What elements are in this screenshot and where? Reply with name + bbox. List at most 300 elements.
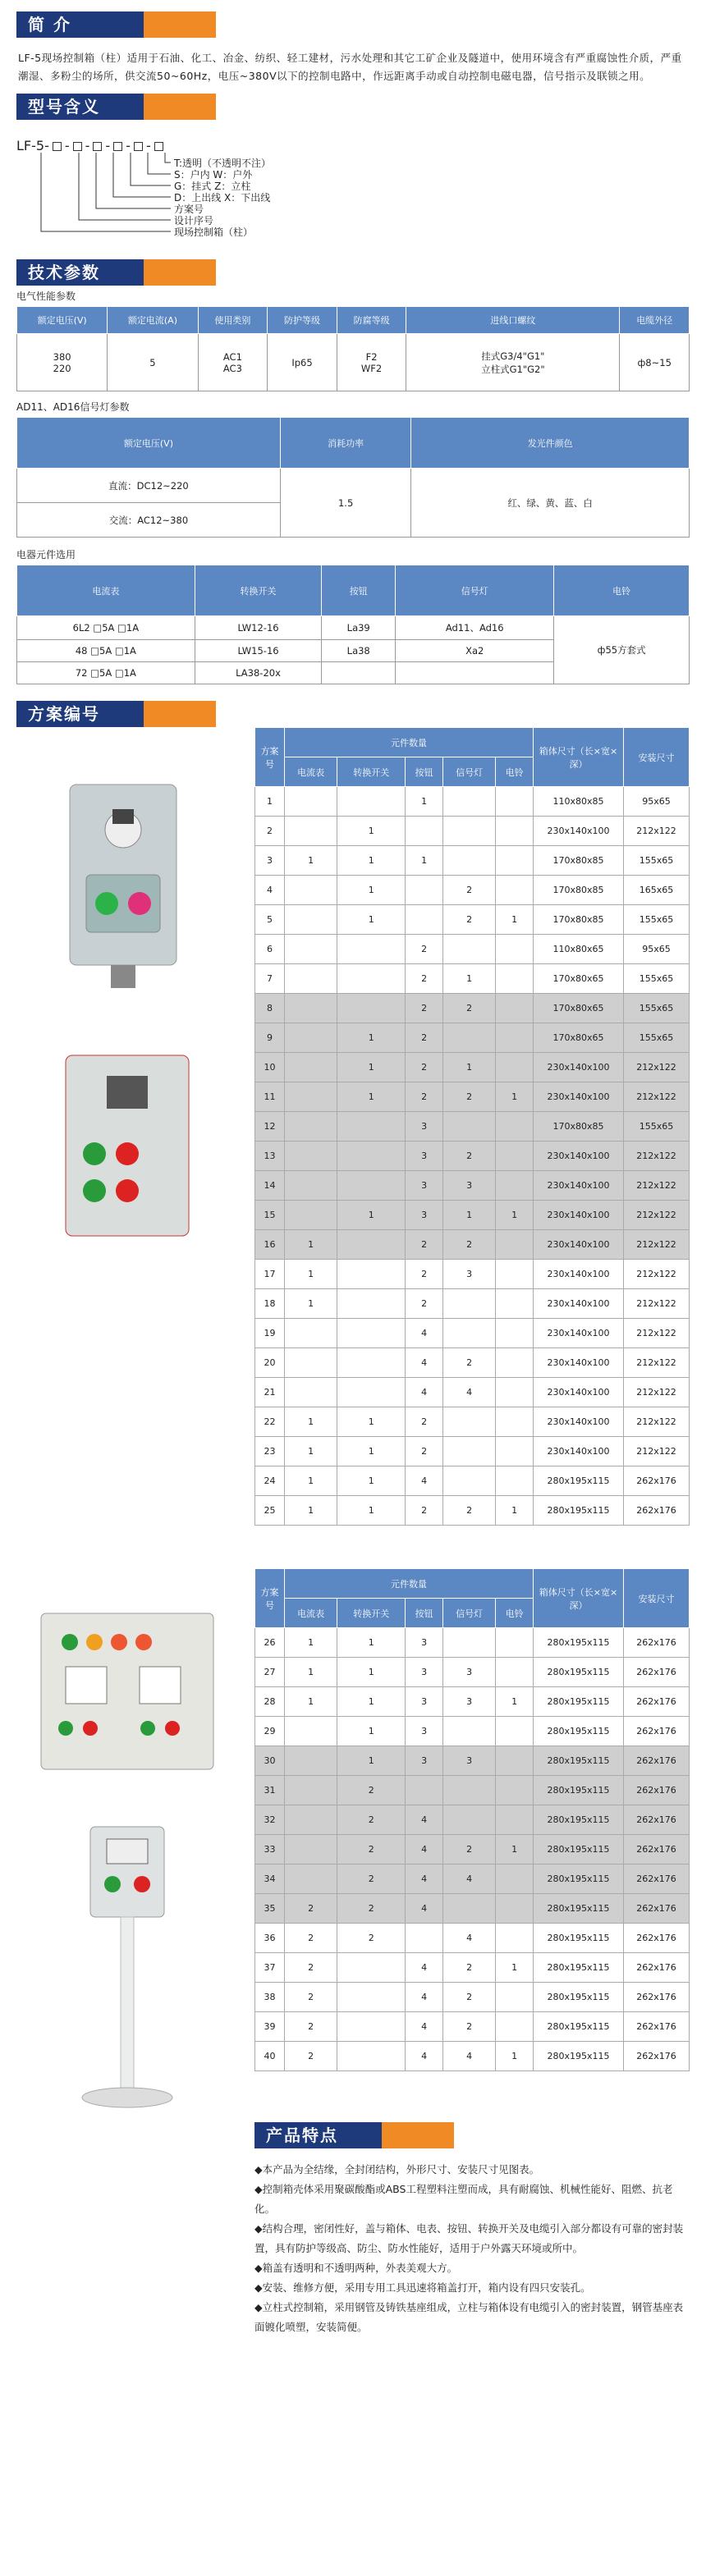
plan-cell: 2 bbox=[337, 1805, 406, 1835]
plan-row bbox=[255, 1953, 690, 1983]
plan-cell: 2 bbox=[442, 1082, 495, 1112]
plan-cell bbox=[285, 1171, 337, 1201]
model-label: 方案号 bbox=[174, 204, 204, 215]
th: 转换开关 bbox=[195, 565, 322, 616]
th: 额定电流(A) bbox=[108, 307, 198, 334]
plan-cell: 4 bbox=[406, 1348, 443, 1378]
plan-cell bbox=[337, 1953, 406, 1983]
plan-cell: 1 bbox=[285, 1437, 337, 1466]
th: 安装尺寸 bbox=[624, 1569, 690, 1628]
plan-cell: 280x195x115 bbox=[534, 1687, 624, 1717]
plan-row bbox=[255, 1082, 690, 1112]
plan-row bbox=[255, 1407, 690, 1437]
plan-cell bbox=[285, 1112, 337, 1142]
plan-row bbox=[255, 876, 690, 905]
plan-cell bbox=[442, 935, 495, 964]
control-box-image-2 bbox=[16, 1039, 238, 1252]
plan-cell: 170x80x85 bbox=[534, 846, 624, 876]
plan-cell: 280x195x115 bbox=[534, 2012, 624, 2042]
plan-cell: 2 bbox=[442, 1953, 495, 1983]
plan-cell bbox=[406, 905, 443, 935]
plan-cell: 280x195x115 bbox=[534, 1746, 624, 1776]
control-box-image-3 bbox=[16, 1597, 238, 1786]
model-prefix: LF-5- bbox=[16, 138, 49, 153]
plan-cell: 13 bbox=[255, 1142, 285, 1171]
plan-cell: 280x195x115 bbox=[534, 1496, 624, 1526]
feature-item: ◆立柱式控制箱，采用钢管及铸铁基座组成，立柱与箱体设有电缆引入的密封装置，钢管基座表面镀化喷塑，安装简便。 bbox=[254, 2301, 684, 2333]
plan-header bbox=[0, 701, 706, 727]
plan-cell bbox=[496, 1142, 534, 1171]
plan-cell bbox=[285, 1082, 337, 1112]
plan-cell: 11 bbox=[255, 1082, 285, 1112]
plan-cell: 1 bbox=[285, 1407, 337, 1437]
plan-cell: 2 bbox=[442, 1496, 495, 1526]
plan-cell: 1 bbox=[285, 1496, 337, 1526]
model-label: T:透明（不透明不注） bbox=[174, 158, 272, 169]
th: 转换开关 bbox=[337, 757, 406, 787]
plan-cell: 2 bbox=[406, 1082, 443, 1112]
th: 信号灯 bbox=[396, 565, 554, 616]
plan-cell bbox=[496, 1260, 534, 1289]
feature-list bbox=[0, 2148, 706, 2370]
th: 方案号 bbox=[255, 1569, 285, 1628]
plan-cell bbox=[442, 1023, 495, 1053]
plan-row bbox=[255, 1230, 690, 1260]
plan-cell: 3 bbox=[255, 846, 285, 876]
plan-cell bbox=[496, 1319, 534, 1348]
plan-cell: 4 bbox=[442, 2042, 495, 2071]
feature-item: ◆箱盖有透明和不透明两种，外表美观大方。 bbox=[254, 2262, 458, 2274]
plan-cell: 1 bbox=[442, 1053, 495, 1082]
plan-cell: 4 bbox=[442, 1865, 495, 1894]
plan-cell: 2 bbox=[337, 1894, 406, 1924]
plan-cell: 2 bbox=[406, 935, 443, 964]
plan-cell: 230x140x100 bbox=[534, 1319, 624, 1348]
plan-row bbox=[255, 1496, 690, 1526]
plan-row bbox=[255, 1289, 690, 1319]
plan-cell: 3 bbox=[406, 1201, 443, 1230]
plan-cell: 1 bbox=[406, 787, 443, 817]
plan-cell bbox=[285, 876, 337, 905]
th: 使用类别 bbox=[198, 307, 268, 334]
plan-cell: 18 bbox=[255, 1289, 285, 1319]
plan-cell: 212x122 bbox=[624, 1082, 690, 1112]
plan-cell: 230x140x100 bbox=[534, 1289, 624, 1319]
plan-cell: 212x122 bbox=[624, 1319, 690, 1348]
plan-cell: 24 bbox=[255, 1466, 285, 1496]
model-label: 现场控制箱（柱） bbox=[174, 226, 254, 238]
plan-cell bbox=[337, 994, 406, 1023]
plan-cell: 262x176 bbox=[624, 1835, 690, 1865]
plan-cell: 3 bbox=[442, 1687, 495, 1717]
td: 1.5 bbox=[280, 469, 411, 538]
plan-cell bbox=[496, 1023, 534, 1053]
plan-cell: 262x176 bbox=[624, 1628, 690, 1658]
plan-cell: 1 bbox=[337, 1687, 406, 1717]
tech-header bbox=[0, 259, 706, 286]
plan-cell: 26 bbox=[255, 1628, 285, 1658]
plan-cell: 34 bbox=[255, 1865, 285, 1894]
th: 额定电压(V) bbox=[17, 418, 281, 469]
plan-cell: 230x140x100 bbox=[534, 1378, 624, 1407]
plan-row bbox=[255, 1023, 690, 1053]
plan-cell: 2 bbox=[406, 1407, 443, 1437]
plan-cell: 16 bbox=[255, 1230, 285, 1260]
plan-cell: 95x65 bbox=[624, 787, 690, 817]
plan-cell: 280x195x115 bbox=[534, 1628, 624, 1658]
plan-cell: 39 bbox=[255, 2012, 285, 2042]
plan-cell bbox=[442, 1628, 495, 1658]
plan-cell: 2 bbox=[406, 1230, 443, 1260]
feature-item: ◆安装、维修方便，采用专用工具迅速将箱盖打开，箱内设有四只安装孔。 bbox=[254, 2281, 591, 2294]
plan-cell bbox=[285, 1776, 337, 1805]
plan-cell bbox=[285, 935, 337, 964]
plan-cell bbox=[337, 2012, 406, 2042]
plan-cell: 170x80x85 bbox=[534, 905, 624, 935]
td: 380 220 bbox=[17, 334, 108, 391]
th: 方案号 bbox=[255, 728, 285, 787]
plan-cell bbox=[442, 1776, 495, 1805]
plan-cell: 4 bbox=[406, 1805, 443, 1835]
plan-section bbox=[0, 727, 706, 2122]
plan-cell bbox=[337, 1142, 406, 1171]
header-accent-bar bbox=[144, 259, 216, 286]
ad-table bbox=[16, 417, 690, 538]
plan-cell: 280x195x115 bbox=[534, 1658, 624, 1687]
plan-cell: 2 bbox=[406, 964, 443, 994]
plan-cell: 36 bbox=[255, 1924, 285, 1953]
plan-cell bbox=[496, 876, 534, 905]
plan-row bbox=[255, 905, 690, 935]
plan-cell: 1 bbox=[496, 1835, 534, 1865]
plan-row bbox=[255, 1378, 690, 1407]
plan-cell: 230x140x100 bbox=[534, 1348, 624, 1378]
plan-cell: 2 bbox=[442, 905, 495, 935]
td: La38 bbox=[322, 640, 396, 662]
th: 安装尺寸 bbox=[624, 728, 690, 787]
plan-cell bbox=[442, 1717, 495, 1746]
plan-row bbox=[255, 1053, 690, 1082]
th: 电铃 bbox=[496, 757, 534, 787]
plan-cell bbox=[442, 846, 495, 876]
plan-cell: 262x176 bbox=[624, 2012, 690, 2042]
plan-cell: 110x80x65 bbox=[534, 935, 624, 964]
plan-row bbox=[255, 1835, 690, 1865]
th: 电流表 bbox=[285, 1599, 337, 1628]
plan-cell: 35 bbox=[255, 1894, 285, 1924]
plan-row bbox=[255, 1865, 690, 1894]
th: 电缆外径 bbox=[620, 307, 690, 334]
plan-cell: 2 bbox=[285, 1924, 337, 1953]
plan-row bbox=[255, 2042, 690, 2071]
plan-cell: 4 bbox=[406, 1953, 443, 1983]
plan-cell bbox=[285, 1865, 337, 1894]
plan-table-2-body bbox=[255, 1628, 690, 2071]
plan-row bbox=[255, 1319, 690, 1348]
plan-cell: 1 bbox=[337, 1496, 406, 1526]
plan-cell: 95x65 bbox=[624, 935, 690, 964]
plan-cell: 2 bbox=[285, 2012, 337, 2042]
plan-row bbox=[255, 1924, 690, 1953]
plan-table-2 bbox=[254, 1568, 690, 2071]
th: 按钮 bbox=[406, 757, 443, 787]
plan-cell: 25 bbox=[255, 1496, 285, 1526]
plan-cell: 155x65 bbox=[624, 846, 690, 876]
plan-cell: 212x122 bbox=[624, 1407, 690, 1437]
plan-cell: 170x80x85 bbox=[534, 876, 624, 905]
plan-cell: 280x195x115 bbox=[534, 1953, 624, 1983]
plan-cell: 3 bbox=[406, 1628, 443, 1658]
plan-cell: 12 bbox=[255, 1112, 285, 1142]
plan-cell: 110x80x85 bbox=[534, 787, 624, 817]
plan-cell: 3 bbox=[406, 1171, 443, 1201]
feature-item: ◆控制箱壳体采用聚碳酸酯或ABS工程塑料注塑而成，具有耐腐蚀、机械性能好、阻燃、抗老化。 bbox=[254, 2183, 673, 2215]
plan-cell bbox=[496, 1289, 534, 1319]
plan-cell: 15 bbox=[255, 1201, 285, 1230]
plan-cell: 1 bbox=[337, 1437, 406, 1466]
plan-cell: 2 bbox=[406, 1496, 443, 1526]
feature-header bbox=[238, 2122, 706, 2148]
comp-table bbox=[16, 565, 690, 684]
plan-cell bbox=[285, 1023, 337, 1053]
plan-cell bbox=[496, 1053, 534, 1082]
plan-cell bbox=[496, 1628, 534, 1658]
plan-cell: 4 bbox=[406, 1378, 443, 1407]
page bbox=[0, 11, 706, 2370]
plan-cell: 2 bbox=[442, 1983, 495, 2012]
plan-cell bbox=[496, 1407, 534, 1437]
plan-cell: 280x195x115 bbox=[534, 1466, 624, 1496]
plan-cell: 1 bbox=[496, 905, 534, 935]
plan-cell: 1 bbox=[337, 846, 406, 876]
plan-cell: 1 bbox=[285, 1687, 337, 1717]
plan-cell: 3 bbox=[406, 1746, 443, 1776]
plan-cell bbox=[285, 817, 337, 846]
plan-cell: 27 bbox=[255, 1658, 285, 1687]
th: 信号灯 bbox=[442, 1599, 495, 1628]
plan-cell: 262x176 bbox=[624, 1658, 690, 1687]
plan-cell: 4 bbox=[255, 876, 285, 905]
plan-cell bbox=[337, 1319, 406, 1348]
plan-cell: 230x140x100 bbox=[534, 1260, 624, 1289]
plan-cell bbox=[285, 994, 337, 1023]
plan-cell: 212x122 bbox=[624, 1378, 690, 1407]
plan-cell: 8 bbox=[255, 994, 285, 1023]
th: 信号灯 bbox=[442, 757, 495, 787]
plan-cell: 4 bbox=[406, 1865, 443, 1894]
plan-cell: 1 bbox=[285, 1658, 337, 1687]
plan-cell bbox=[496, 964, 534, 994]
plan-table-1 bbox=[254, 727, 690, 1526]
plan-cell: 4 bbox=[406, 1894, 443, 1924]
comp-subtitle: 电器元件选用 bbox=[16, 549, 76, 560]
plan-cell: 3 bbox=[406, 1658, 443, 1687]
intro-title: 简 介 bbox=[16, 11, 144, 38]
plan-cell: 165x65 bbox=[624, 876, 690, 905]
plan-cell: 1 bbox=[285, 846, 337, 876]
feature-item: ◆结构合理，密闭性好，盖与箱体、电表、按钮、转换开关及电缆引入部分都设有可靠的密封装置，具有防护等级高、防尘、防水性能好，适用于户外露天环境或所中。 bbox=[254, 2222, 684, 2254]
plan-cell: 2 bbox=[337, 1865, 406, 1894]
plan-row bbox=[255, 1142, 690, 1171]
plan-cell bbox=[285, 1805, 337, 1835]
plan-cell bbox=[496, 1924, 534, 1953]
th: 转换开关 bbox=[337, 1599, 406, 1628]
plan-cell: 212x122 bbox=[624, 1289, 690, 1319]
plan-cell: 2 bbox=[406, 1053, 443, 1082]
plan-cell bbox=[285, 1348, 337, 1378]
plan-cell: 33 bbox=[255, 1835, 285, 1865]
plan-cell bbox=[337, 935, 406, 964]
plan-cell: 3 bbox=[442, 1260, 495, 1289]
plan-cell: 212x122 bbox=[624, 1201, 690, 1230]
plan-cell: 262x176 bbox=[624, 1496, 690, 1526]
plan-cell: 1 bbox=[406, 846, 443, 876]
plan-cell: 2 bbox=[285, 2042, 337, 2071]
model-label: S：户内 W：户外 bbox=[174, 169, 253, 181]
plan-cell bbox=[442, 1805, 495, 1835]
control-box-image-1 bbox=[16, 760, 238, 1006]
feature-item: ◆本产品为全结缘，全封闭结构，外形尺寸、安装尺寸见图表。 bbox=[254, 2163, 540, 2176]
plan-cell: 28 bbox=[255, 1687, 285, 1717]
plan-cell: 3 bbox=[406, 1112, 443, 1142]
plan-row bbox=[255, 1805, 690, 1835]
plan-cell: 212x122 bbox=[624, 817, 690, 846]
plan-cell: 4 bbox=[406, 1835, 443, 1865]
plan-cell: 1 bbox=[337, 1407, 406, 1437]
plan-cell bbox=[496, 1658, 534, 1687]
plan-cell: 32 bbox=[255, 1805, 285, 1835]
plan-cell: 4 bbox=[406, 1983, 443, 2012]
control-column-image bbox=[16, 1819, 238, 2122]
header-accent-bar bbox=[144, 94, 216, 120]
plan-cell: 212x122 bbox=[624, 1260, 690, 1289]
model-header bbox=[0, 94, 706, 120]
plan-cell: 262x176 bbox=[624, 1466, 690, 1496]
plan-cell: 230x140x100 bbox=[534, 1230, 624, 1260]
td: LA38-20x bbox=[195, 662, 322, 684]
plan-cell: 4 bbox=[406, 1319, 443, 1348]
plan-cell bbox=[496, 994, 534, 1023]
plan-cell: 230x140x100 bbox=[534, 1053, 624, 1082]
plan-row bbox=[255, 1628, 690, 1658]
plan-row bbox=[255, 2012, 690, 2042]
td: 6L2 □5A □1A bbox=[17, 616, 195, 640]
plan-row bbox=[255, 1746, 690, 1776]
plan-cell: 5 bbox=[255, 905, 285, 935]
plan-row bbox=[255, 1201, 690, 1230]
plan-cell: 1 bbox=[337, 1746, 406, 1776]
plan-row bbox=[255, 1894, 690, 1924]
plan-cell: 2 bbox=[406, 1437, 443, 1466]
model-label: G：挂式 Z：立柱 bbox=[174, 181, 251, 192]
plan-cell bbox=[496, 1717, 534, 1746]
plan-cell: 155x65 bbox=[624, 1112, 690, 1142]
plan-cell: 155x65 bbox=[624, 964, 690, 994]
plan-cell: 280x195x115 bbox=[534, 1983, 624, 2012]
model-diagram bbox=[16, 120, 706, 325]
plan-cell: 2 bbox=[337, 1835, 406, 1865]
model-title: 型号含义 bbox=[16, 94, 144, 120]
plan-row bbox=[255, 787, 690, 817]
plan-cell bbox=[285, 1835, 337, 1865]
td: ф55方套式 bbox=[554, 616, 690, 684]
plan-cell: 3 bbox=[442, 1746, 495, 1776]
plan-cell bbox=[496, 2012, 534, 2042]
plan-cell: 170x80x85 bbox=[534, 1112, 624, 1142]
td: 交流：AC12~380 bbox=[17, 503, 281, 538]
td: 直流：DC12~220 bbox=[17, 469, 281, 503]
plan-cell: 2 bbox=[285, 1983, 337, 2012]
plan-cell: 2 bbox=[442, 2012, 495, 2042]
plan-cell: 155x65 bbox=[624, 905, 690, 935]
plan-cell bbox=[442, 1319, 495, 1348]
plan-row bbox=[255, 935, 690, 964]
plan-cell bbox=[337, 1171, 406, 1201]
plan-cell bbox=[337, 1112, 406, 1142]
plan-cell: 17 bbox=[255, 1260, 285, 1289]
plan-row bbox=[255, 846, 690, 876]
plan-cell: 29 bbox=[255, 1717, 285, 1746]
plan-cell: 170x80x65 bbox=[534, 1023, 624, 1053]
plan-cell bbox=[496, 846, 534, 876]
plan-row bbox=[255, 817, 690, 846]
plan-cell: 2 bbox=[442, 1142, 495, 1171]
plan-cell: 262x176 bbox=[624, 1805, 690, 1835]
plan-cell: 1 bbox=[337, 905, 406, 935]
plan-cell: 1 bbox=[285, 1289, 337, 1319]
td: ф8~15 bbox=[620, 334, 690, 391]
plan-row bbox=[255, 1687, 690, 1717]
plan-cell: 262x176 bbox=[624, 1924, 690, 1953]
plan-cell: 212x122 bbox=[624, 1053, 690, 1082]
plan-cell: 21 bbox=[255, 1378, 285, 1407]
th: 电流表 bbox=[285, 757, 337, 787]
plan-cell: 40 bbox=[255, 2042, 285, 2071]
plan-cell: 280x195x115 bbox=[534, 2042, 624, 2071]
plan-title: 方案编号 bbox=[16, 701, 144, 727]
plan-cell: 1 bbox=[285, 1628, 337, 1658]
plan-cell bbox=[496, 1437, 534, 1466]
plan-cell bbox=[285, 1746, 337, 1776]
plan-cell: 230x140x100 bbox=[534, 817, 624, 846]
plan-cell: 212x122 bbox=[624, 1171, 690, 1201]
plan-cell: 1 bbox=[337, 1658, 406, 1687]
plan-cell: 1 bbox=[337, 1466, 406, 1496]
plan-cell bbox=[496, 1746, 534, 1776]
plan-cell: 2 bbox=[442, 1835, 495, 1865]
plan-cell bbox=[496, 935, 534, 964]
plan-cell bbox=[496, 1983, 534, 2012]
plan-cell bbox=[285, 964, 337, 994]
plan-cell: 230x140x100 bbox=[534, 1171, 624, 1201]
plan-cell: 38 bbox=[255, 1983, 285, 2012]
plan-cell: 212x122 bbox=[624, 1348, 690, 1378]
plan-row bbox=[255, 1112, 690, 1142]
plan-cell bbox=[442, 1289, 495, 1319]
plan-cell bbox=[442, 1466, 495, 1496]
plan-cell bbox=[337, 2042, 406, 2071]
plan-cell: 1 bbox=[496, 1953, 534, 1983]
plan-cell bbox=[337, 1983, 406, 2012]
plan-cell: 4 bbox=[442, 1924, 495, 1953]
plan-cell: 2 bbox=[337, 1776, 406, 1805]
plan-cell: 2 bbox=[442, 1230, 495, 1260]
th: 进线口螺纹 bbox=[406, 307, 620, 334]
plan-cell: 2 bbox=[442, 1348, 495, 1378]
th: 电流表 bbox=[17, 565, 195, 616]
plan-cell: 155x65 bbox=[624, 994, 690, 1023]
th: 防腐等级 bbox=[337, 307, 406, 334]
